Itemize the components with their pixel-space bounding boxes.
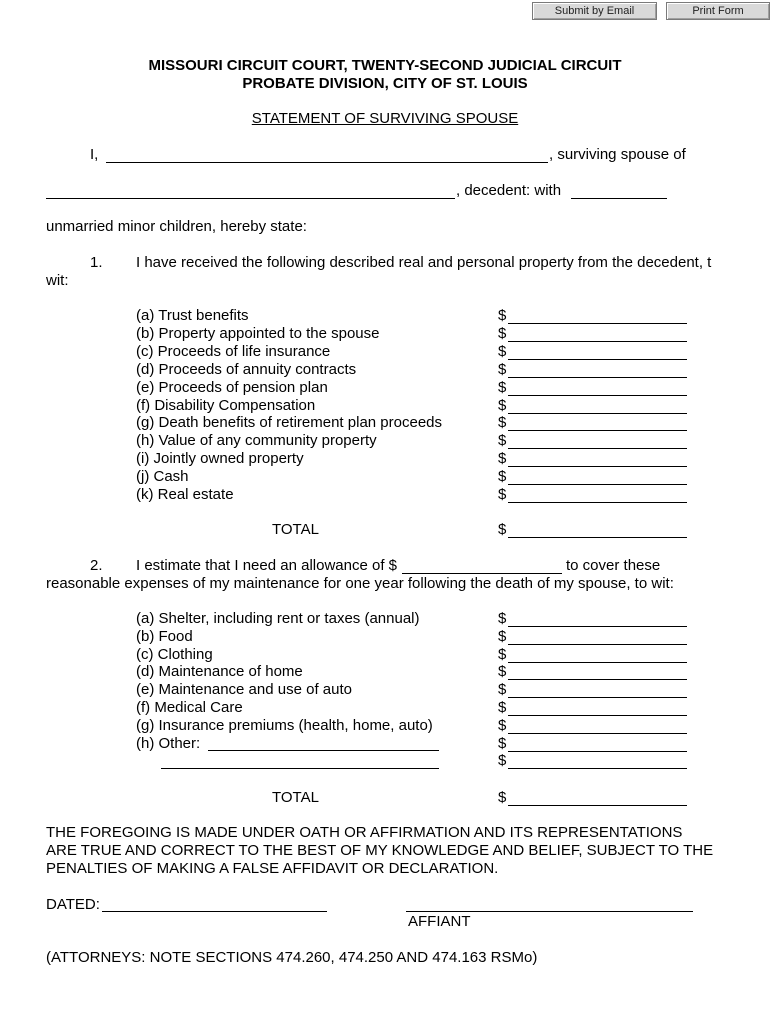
list-item-label: (d) Proceeds of annuity contracts: [136, 360, 357, 378]
currency-symbol: $: [498, 521, 507, 538]
currency-symbol: $: [498, 450, 507, 468]
currency-symbol: $: [498, 734, 507, 752]
currency-symbol: $: [498, 342, 507, 360]
amount-field[interactable]: [508, 679, 687, 680]
court-name: MISSOURI CIRCUIT COURT, TWENTY-SECOND JUDICIAL CIRCUIT: [148, 57, 622, 74]
minor-children-text: unmarried minor children, hereby state:: [46, 218, 307, 235]
amount-field[interactable]: [508, 413, 687, 414]
amount-field[interactable]: [508, 697, 687, 698]
amount-field[interactable]: [508, 484, 687, 485]
currency-symbol: $: [498, 699, 507, 716]
list-item-label: (e) Proceeds of pension plan: [136, 378, 328, 396]
amount-field[interactable]: [508, 359, 687, 360]
amount-field[interactable]: [508, 377, 687, 378]
list-item-label: (g) Death benefits of retirement plan proceeds: [136, 414, 442, 432]
currency-symbol: $: [498, 360, 507, 378]
page-title: STATEMENT OF SURVIVING SPOUSE: [251, 110, 519, 127]
section-2-total-field[interactable]: [508, 805, 687, 806]
list-item-label: (i) Jointly owned property: [136, 450, 304, 468]
currency-symbol: $: [498, 486, 507, 503]
list-item-label: (h) Other:: [136, 734, 201, 752]
currency-symbol: $: [498, 752, 507, 769]
dated-label: DATED:: [46, 896, 100, 913]
section-1-number: 1.: [90, 254, 103, 271]
currency-symbol: $: [498, 324, 507, 342]
list-item-label: (a) Trust benefits: [136, 307, 249, 324]
section-2-text-cont: reasonable expenses of my maintenance for one year following the death of my spouse, to wit:: [46, 575, 674, 592]
amount-field[interactable]: [508, 323, 687, 324]
currency-symbol: $: [498, 645, 507, 663]
oath-line-3: PENALTIES OF MAKING A FALSE AFFIDAVIT OR DECLARATION.: [46, 860, 499, 877]
currency-symbol: $: [498, 307, 507, 324]
amount-field[interactable]: [508, 715, 687, 716]
list-item-label: (f) Medical Care: [136, 699, 243, 716]
list-item-label: (b) Property appointed to the spouse: [136, 324, 380, 342]
amount-field[interactable]: [508, 430, 687, 431]
list-item-label: (c) Proceeds of life insurance: [136, 342, 331, 360]
currency-symbol: $: [498, 610, 507, 627]
amount-field[interactable]: [508, 466, 687, 467]
i-label: I,: [90, 146, 99, 163]
affiant-signature-field[interactable]: [406, 911, 693, 912]
list-item-label: (g) Insurance premiums (health, home, auto): [136, 716, 433, 734]
amount-field[interactable]: [508, 341, 687, 342]
currency-symbol: $: [498, 716, 507, 734]
currency-symbol: $: [498, 789, 507, 806]
list-item-label: (b) Food: [136, 627, 193, 645]
list-item-label: (h) Value of any community property: [136, 432, 377, 450]
currency-symbol: $: [498, 378, 507, 396]
surviving-spouse-of-label: , surviving spouse of: [549, 146, 686, 163]
oath-line-2: ARE TRUE AND CORRECT TO THE BEST OF MY KNOWLEDGE AND BELIEF, SUBJECT TO THE: [46, 842, 714, 859]
list-item-label: (k) Real estate: [136, 486, 234, 503]
section-1-text: I have received the following described real and personal property from the decedent, t: [136, 254, 712, 271]
decedent-with-label: , decedent: with: [456, 182, 562, 199]
currency-symbol: $: [498, 414, 507, 432]
currency-symbol: $: [498, 627, 507, 645]
section-1-total-label: TOTAL: [272, 521, 319, 538]
section-2-text-a: I estimate that I need an allowance of $: [136, 557, 397, 574]
amount-field[interactable]: [508, 644, 687, 645]
allowance-amount-field[interactable]: [402, 573, 562, 574]
section-2-text-b: to cover these: [566, 557, 661, 574]
amount-field[interactable]: [508, 502, 687, 503]
decedent-name-field[interactable]: [46, 198, 455, 199]
section-2-number: 2.: [90, 557, 103, 574]
affiant-label: AFFIANT: [408, 913, 471, 930]
section-1-total-field[interactable]: [508, 537, 687, 538]
other-amount-field-2[interactable]: [508, 768, 687, 769]
submit-by-email-button[interactable]: Submit by Email: [532, 2, 657, 20]
currency-symbol: $: [498, 468, 507, 486]
section-2-total-label: TOTAL: [272, 789, 319, 806]
court-division: PROBATE DIVISION, CITY OF ST. LOUIS: [242, 75, 528, 92]
other-description-field[interactable]: [208, 750, 439, 751]
dated-field[interactable]: [102, 911, 327, 912]
list-item-label: (e) Maintenance and use of auto: [136, 681, 352, 699]
amount-field[interactable]: [508, 448, 687, 449]
currency-symbol: $: [498, 663, 507, 681]
currency-symbol: $: [498, 681, 507, 699]
list-item-label: (j) Cash: [136, 468, 189, 486]
currency-symbol: $: [498, 432, 507, 450]
list-item-label: (c) Clothing: [136, 645, 213, 663]
oath-line-1: THE FOREGOING IS MADE UNDER OATH OR AFFIRMATION AND ITS REPRESENTATIONS: [46, 824, 683, 841]
list-item-label: (d) Maintenance of home: [136, 663, 303, 681]
currency-symbol: $: [498, 396, 507, 414]
other-description-field-2[interactable]: [161, 768, 439, 769]
amount-field[interactable]: [508, 733, 687, 734]
print-form-button[interactable]: Print Form: [666, 2, 770, 20]
spouse-name-field[interactable]: [106, 162, 548, 163]
list-item-label: (a) Shelter, including rent or taxes (annual): [136, 610, 420, 627]
list-item-label: (f) Disability Compensation: [136, 396, 316, 414]
amount-field[interactable]: [508, 626, 687, 627]
amount-field[interactable]: [508, 751, 687, 752]
amount-field[interactable]: [508, 662, 687, 663]
attorneys-note: (ATTORNEYS: NOTE SECTIONS 474.260, 474.250 AND 474.163 RSMo): [46, 949, 538, 966]
amount-field[interactable]: [508, 395, 687, 396]
children-count-field[interactable]: [571, 198, 667, 199]
section-1-text-cont: wit:: [46, 272, 69, 289]
